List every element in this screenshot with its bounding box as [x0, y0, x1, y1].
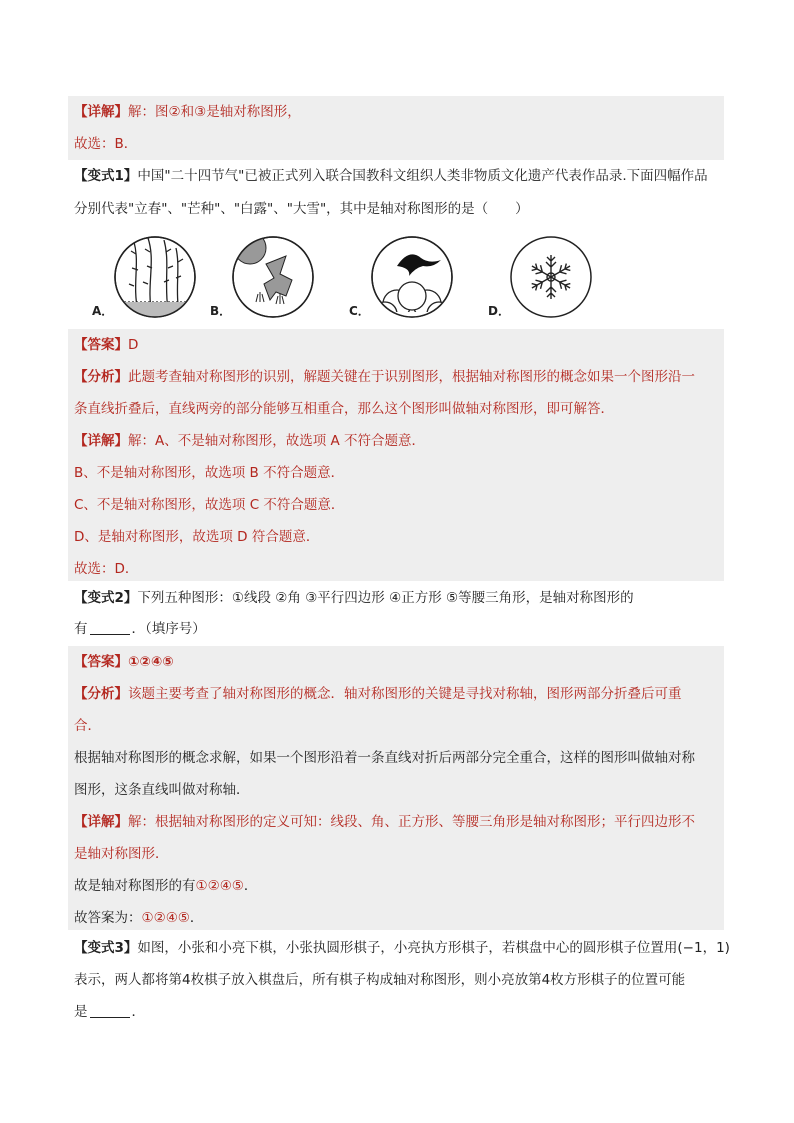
detail-text: 解：图②和③是轴对称图形， [128, 104, 301, 120]
question-text: 有 [74, 621, 88, 637]
detail-tag: 【详解】 [74, 814, 128, 830]
option-label: A． [92, 304, 114, 318]
option-a[interactable] [92, 234, 192, 326]
question-variant-2 [68, 583, 724, 645]
answer-tag: 【答案】 [74, 654, 128, 670]
option-d[interactable] [488, 234, 588, 326]
snowflake-icon [508, 234, 594, 320]
grain-rain-leaf-icon [230, 234, 316, 320]
question-variant-3 [68, 932, 730, 1028]
result-line [74, 870, 724, 902]
result-text: 故是轴对称图形的有 [74, 878, 196, 894]
question-text: 中国"二十四节气"已被正式列入联合国教科文组织人类非物质文化遗产代表作品录.下面四幅作品 [137, 168, 708, 184]
analysis-text: 该题主要考查了轴对称图形的概念．轴对称图形的关键是寻找对称轴，图形两部分折叠后可重 [128, 686, 682, 702]
option-b[interactable] [210, 234, 310, 326]
analysis-line [74, 361, 724, 393]
detail-block-1 [68, 96, 724, 160]
final-answer-line [74, 902, 724, 934]
analysis-line: 条直线折叠后，直线两旁的部分能够互相重合，那么这个图形叫做轴对称图形，即可解答． [74, 401, 614, 417]
question-line [74, 614, 724, 645]
answer-line [74, 646, 724, 678]
answer-line [74, 329, 724, 361]
detail-line: D、是轴对称图形，故选项 D 符合题意． [74, 529, 320, 545]
analysis-text: 此题考查轴对称图形的识别，解题关键在于识别图形，根据轴对称图形的概念如果一个图形沿一 [128, 369, 695, 385]
detail-line [74, 806, 724, 838]
question-line [74, 583, 724, 614]
question-line: 表示，两人都将第4枚棋子放入棋盘后，所有棋子构成轴对称图形，则小亮放第4枚方形棋子的位置可能 [74, 972, 686, 988]
answer-block-2 [68, 646, 724, 930]
detail-text: 解：A、不是轴对称图形，故选项 A 不符合题意． [128, 433, 426, 449]
final-answer-value: ①②④⑤ [141, 910, 190, 926]
question-line [74, 160, 724, 193]
result-value: ①②④⑤ [195, 878, 244, 894]
detail-line: 是轴对称图形． [74, 846, 169, 862]
detail-text: 解：根据轴对称图形的定义可知：线段、角、正方形、等腰三角形是轴对称图形；平行四边形不 [128, 814, 695, 830]
answer-tag: 【答案】 [74, 337, 128, 353]
question-variant-1 [68, 160, 724, 226]
answer-blank[interactable] [90, 1003, 130, 1018]
conclusion-line: 故选：D． [74, 561, 139, 577]
answer-blank[interactable] [90, 620, 130, 635]
result-text: ． [243, 878, 258, 894]
question-text: ．（填序号） [131, 621, 206, 637]
detail-line: C、不是轴对称图形，故选项 C 不符合题意． [74, 497, 345, 513]
final-answer-text: ． [189, 910, 204, 926]
bird-over-clouds-icon [369, 234, 455, 320]
question-text: ． [131, 1004, 145, 1020]
option-c[interactable] [349, 234, 449, 326]
question-text: 如图，小张和小亮下棋，小张执圆形棋子，小亮执方形棋子，若棋盘中心的圆形棋子位置用(−1，1) [137, 940, 730, 956]
question-tag: 【变式1】 [74, 168, 138, 184]
analysis-line: 合． [74, 718, 101, 734]
detail-tag: 【详解】 [74, 433, 128, 449]
conclusion-line: 故选：B． [74, 136, 138, 152]
question-line [74, 932, 730, 964]
answer-value: ①②④⑤ [128, 654, 174, 670]
spring-branches-icon [112, 234, 198, 320]
option-label: D． [488, 304, 510, 318]
option-label: C． [349, 304, 370, 318]
detail-tag: 【详解】 [74, 104, 128, 120]
question-text: 下列五种图形：①线段 ②角 ③平行四边形 ④正方形 ⑤等腰三角形，是轴对称图形的 [137, 590, 634, 606]
question-tag: 【变式2】 [74, 590, 138, 606]
analysis-line [74, 678, 724, 710]
detail-line [74, 425, 724, 457]
question-line [74, 996, 724, 1028]
question-line: 分别代表"立春"、"芒种"、"白露"、"大雪"，其中是轴对称图形的是（ ） [74, 201, 529, 217]
question-text: 是 [74, 1004, 88, 1020]
answer-block-1 [68, 329, 724, 581]
explanation-line: 根据轴对称图形的概念求解，如果一个图形沿着一条直线对折后两部分完全重合，这样的图形叫做轴对称 [74, 750, 695, 766]
detail-line: B、不是轴对称图形，故选项 B 不符合题意． [74, 465, 345, 481]
analysis-tag: 【分析】 [74, 369, 128, 385]
answer-value: D [128, 337, 139, 353]
detail-line [74, 96, 724, 128]
final-answer-text: 故答案为： [74, 910, 142, 926]
explanation-line: 图形，这条直线叫做对称轴． [74, 782, 250, 798]
analysis-tag: 【分析】 [74, 686, 128, 702]
question-tag: 【变式3】 [74, 940, 138, 956]
option-label: B． [210, 304, 232, 318]
